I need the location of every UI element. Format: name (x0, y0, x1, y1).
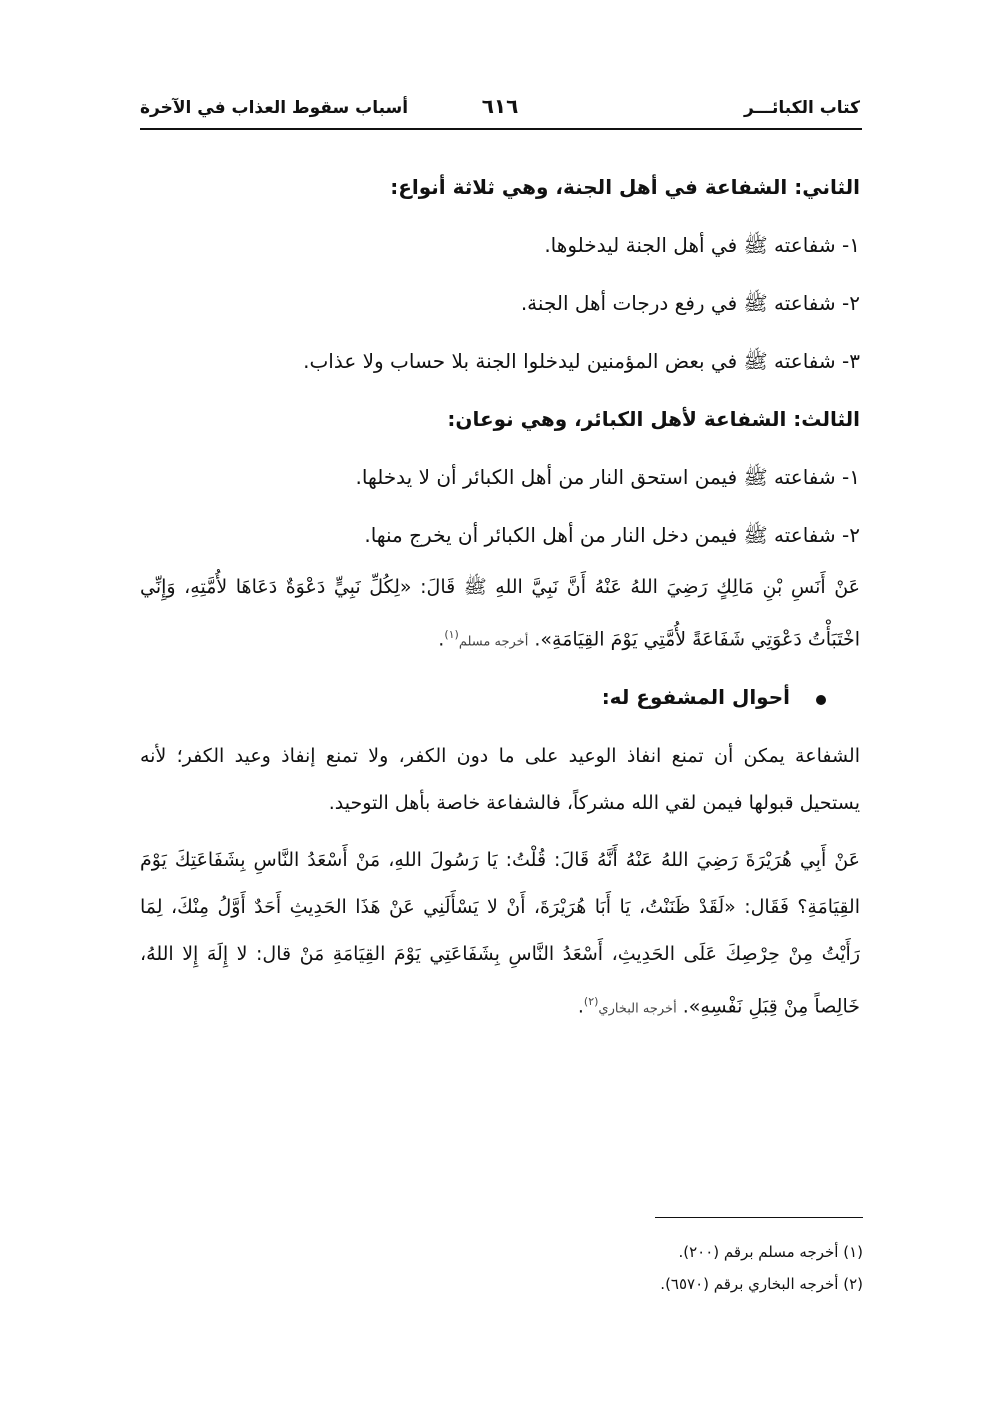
footnote-divider (655, 1217, 863, 1218)
hadith-anas: عَنْ أَنَسِ بْنِ مَالِكٍ رَضِيَ اللهُ عَنْهُ أَنَّ نَبِيَّ اللهِ ﷺ قَالَ: «لِكُلِّ نَبِيٍّ دَعْوَةٌ دَعَاهَا لأُمَّتِهِ، وَإِنِّي اخْتَبَأْتُ دَعْوَتِي شَفَاعَةً لأُمَّتِي يَوْمَ القِيَامَةِ». أخرجه مسلم$^{(١)}$. (140, 576, 860, 651)
bullet-heading: أحوال المشفوع له: (601, 685, 790, 710)
page-body (140, 158, 860, 1033)
intercession-paragraph: الشفاعة يمكن أن تمنع انفاذ الوعيد على ما دون الكفر، ولا تمنع إنفاذ وعيد الكفر؛ لأنه يستحيل قبولها فيمن لقي الله مشركاً، فالشفاعة خاصة بأهل التوحيد. (140, 745, 860, 815)
bullet-icon (816, 695, 826, 705)
book-title: كتاب الكبائـــر (743, 98, 860, 118)
hadith-abu-hurayra: عَنْ أَبِي هُرَيْرَةَ رَضِيَ اللهُ عَنْهُ أَنَّهُ قَالَ: قُلْتُ: يَا رَسُولَ اللهِ، مَنْ أَسْعَدُ النَّاسِ بِشَفَاعَتِكَ يَوْمَ القِيَامَةِ؟ فَقَال: «لَقَدْ ظَنَنْتُ، يَا أَبَا هُرَيْرَةَ، أَنْ لا يَسْأَلَنِي عَنْ هَذَا الحَدِيثِ أَحَدٌ أَوَّلُ مِنْكَ، لِمَا رَأَيْتُ مِنْ حِرْصِكَ عَلَى الحَدِيثِ، أَسْعَدُ النَّاسِ بِشَفَاعَتِي يَوْمَ القِيَامَةِ مَنْ قال: لا إِلَهَ إِلا اللهُ، خَالِصاً مِنْ قِبَلِ نَفْسِهِ». أخرجه البخاري$^{(٢)}$. (140, 849, 860, 1018)
hadith-anas-source: أخرجه مسلم (458, 634, 529, 650)
header-divider (140, 128, 862, 130)
third-heading: الثالث: الشفاعة لأهل الكبائر، وهي نوعان: (447, 407, 860, 431)
section-title: أسباب سقوط العذاب في الآخرة (140, 98, 409, 118)
footnote-ref-2: (٢) (583, 995, 599, 1009)
second-heading: الثاني: الشفاعة في أهل الجنة، وهي ثلاثة أنواع: (390, 175, 860, 199)
bullet-heading-row (140, 665, 860, 733)
second-item-3: ٣- شفاعته ﷺ في بعض المؤمنين ليدخلوا الجنة بلا حساب ولا عذاب. (303, 349, 860, 373)
running-header (140, 92, 860, 128)
footnote-ref-1: (١) (444, 628, 459, 641)
hadith-abu-hurayra-text: عَنْ أَبِي هُرَيْرَةَ رَضِيَ اللهُ عَنْهُ أَنَّهُ قَالَ: قُلْتُ: يَا رَسُولَ اللهِ، مَنْ أَسْعَدُ النَّاسِ بِشَفَاعَتِكَ يَوْمَ القِيَامَةِ؟ فَقَال: «لَقَدْ ظَنَنْتُ، يَا أَبَا هُرَيْرَةَ، أَنْ لا يَسْأَلَنِي عَنْ هَذَا الحَدِيثِ أَحَدٌ أَوَّلُ مِنْكَ، لِمَا رَأَيْتُ مِنْ حِرْصِكَ عَلَى الحَدِيثِ، أَسْعَدُ النَّاسِ بِشَفَاعَتِي يَوْمَ القِيَامَةِ مَنْ قال: لا إِلَهَ إِلا اللهُ، خَالِصاً مِنْ قِبَلِ نَفْسِهِ». (140, 849, 860, 1018)
second-item-1: ١- شفاعته ﷺ في أهل الجنة ليدخلوها. (544, 233, 860, 257)
second-item-2: ٢- شفاعته ﷺ في رفع درجات أهل الجنة. (520, 291, 860, 315)
hadith-anas-text: عَنْ أَنَسِ بْنِ مَالِكٍ رَضِيَ اللهُ عَنْهُ أَنَّ نَبِيَّ اللهِ ﷺ قَالَ: «لِكُلِّ نَبِيٍّ دَعْوَةٌ دَعَاهَا لأُمَّتِهِ، وَإِنِّي اخْتَبَأْتُ دَعْوَتِي شَفَاعَةً لأُمَّتِي يَوْمَ القِيَامَةِ». (140, 576, 860, 651)
page-number: ٦١٦ (481, 94, 519, 118)
third-item-2: ٢- شفاعته ﷺ فيمن دخل النار من أهل الكبائر أن يخرج منها. (364, 523, 860, 547)
footnote-1: (١) أخرجه مسلم برقم (٢٠٠). (678, 1243, 863, 1261)
third-item-1: ١- شفاعته ﷺ فيمن استحق النار من أهل الكبائر أن لا يدخلها. (355, 465, 860, 489)
footnotes (363, 1236, 863, 1300)
hadith-abu-hurayra-source: أخرجه البخاري (598, 1001, 677, 1017)
footnote-2: (٢) أخرجه البخاري برقم (٦٥٧٠). (660, 1275, 863, 1293)
